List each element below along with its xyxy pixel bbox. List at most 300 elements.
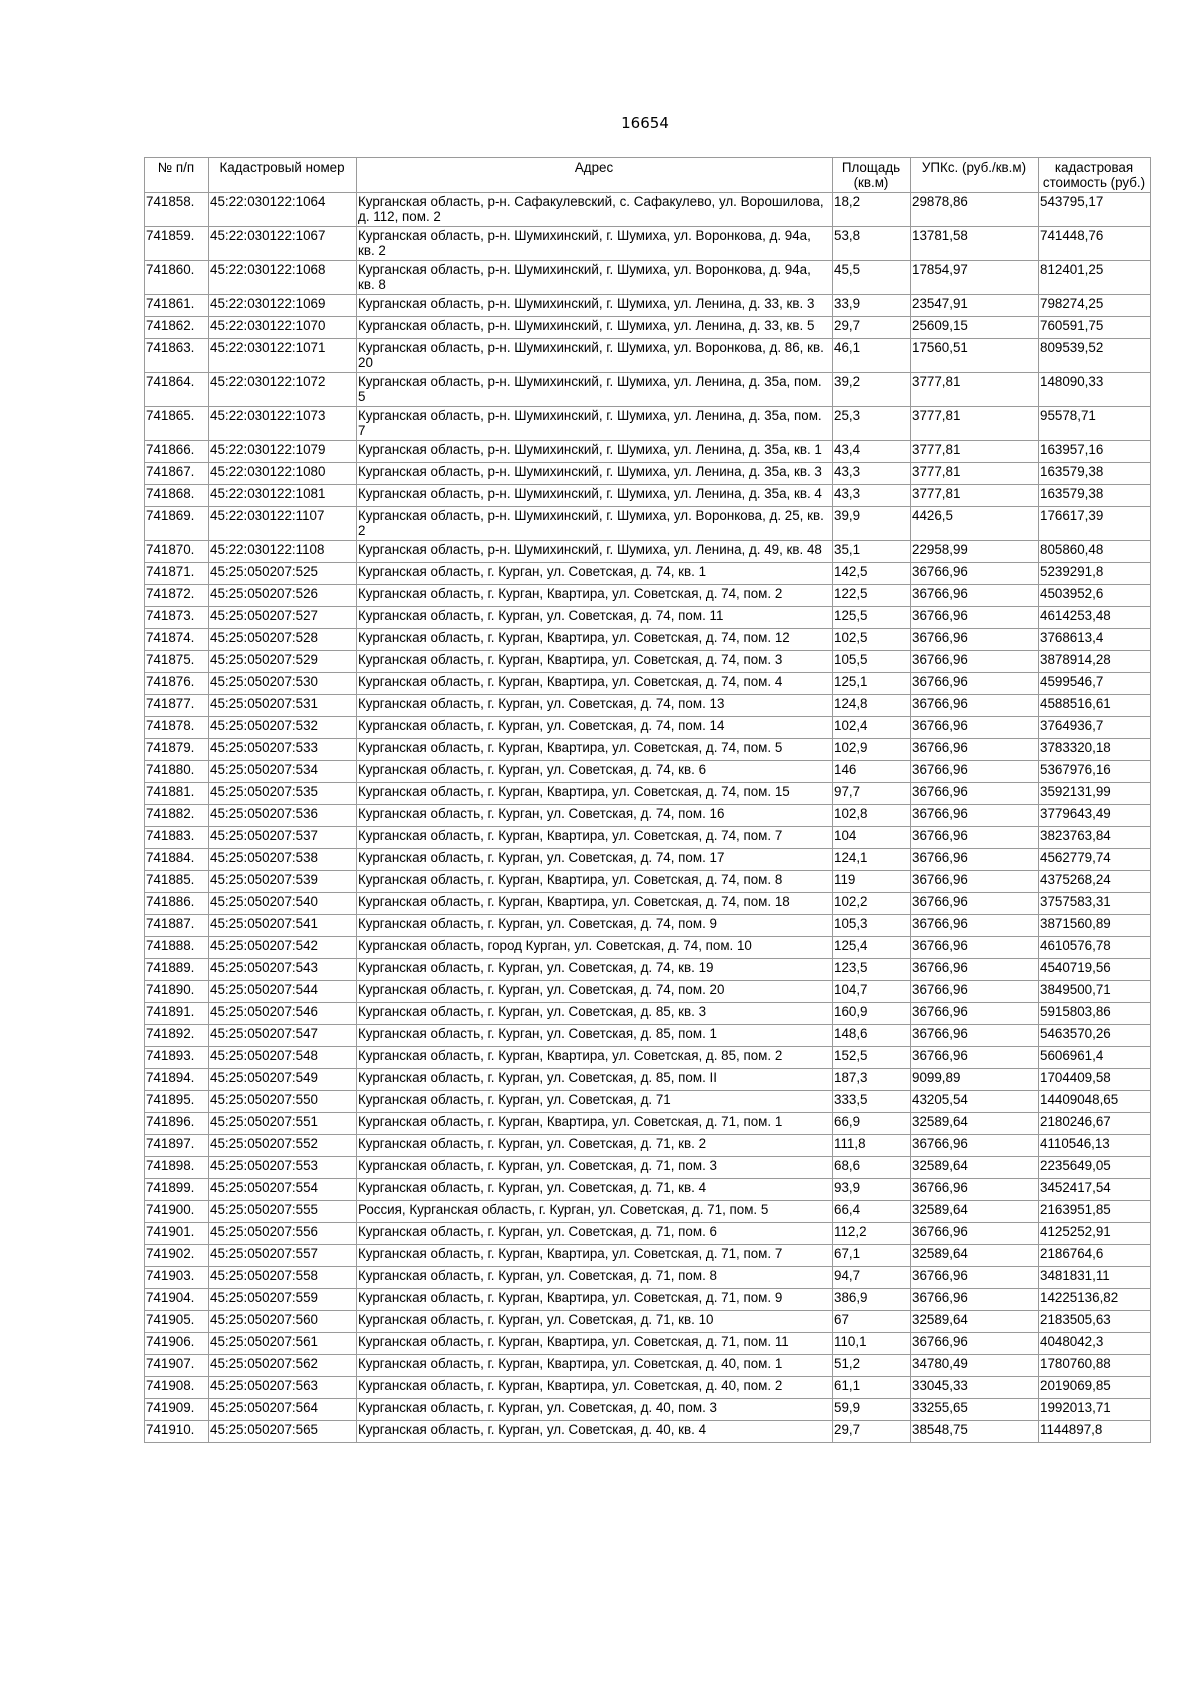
cell-num: 741891. [145,1003,209,1025]
cell-upks: 32589,64 [911,1245,1039,1267]
cell-address: Курганская область, г. Курган, ул. Советская, д. 85, пом. II [357,1069,833,1091]
cell-num: 741907. [145,1355,209,1377]
cell-area: 25,3 [833,407,911,441]
table-row [145,629,1151,651]
cell-num: 741890. [145,981,209,1003]
cell-address: Курганская область, г. Курган, Квартира, ул. Советская, д. 74, пом. 8 [357,871,833,893]
cell-upks: 25609,15 [911,317,1039,339]
cell-upks: 3777,81 [911,407,1039,441]
cell-area: 105,3 [833,915,911,937]
cell-num: 741860. [145,261,209,295]
cell-area: 112,2 [833,1223,911,1245]
cell-num: 741863. [145,339,209,373]
cell-upks: 36766,96 [911,1003,1039,1025]
cell-address: Курганская область, р-н. Шумихинский, г. Шумиха, ул. Ленина, д. 35а, пом. 5 [357,373,833,407]
cell-cadastral-number: 45:25:050207:540 [209,893,357,915]
cell-cadastral-cost: 3783320,18 [1039,739,1151,761]
table-row [145,1179,1151,1201]
table-row [145,261,1151,295]
cell-area: 43,3 [833,485,911,507]
cell-upks: 36766,96 [911,805,1039,827]
cell-num: 741858. [145,193,209,227]
cell-upks: 36766,96 [911,871,1039,893]
cell-cadastral-number: 45:25:050207:555 [209,1201,357,1223]
table-row [145,959,1151,981]
cell-address: Курганская область, г. Курган, ул. Советская, д. 71, пом. 8 [357,1267,833,1289]
cell-address: Курганская область, г. Курган, ул. Советская, д. 74, пом. 17 [357,849,833,871]
table-row [145,373,1151,407]
cell-address: Курганская область, г. Курган, ул. Советская, д. 40, кв. 4 [357,1421,833,1443]
cell-upks: 3777,81 [911,441,1039,463]
cell-cadastral-number: 45:22:030122:1081 [209,485,357,507]
cell-area: 29,7 [833,317,911,339]
cell-cadastral-number: 45:22:030122:1067 [209,227,357,261]
cell-cadastral-number: 45:25:050207:554 [209,1179,357,1201]
cell-num: 741892. [145,1025,209,1047]
cell-upks: 36766,96 [911,1223,1039,1245]
cell-cadastral-number: 45:22:030122:1070 [209,317,357,339]
cell-cadastral-cost: 5606961,4 [1039,1047,1151,1069]
cell-num: 741875. [145,651,209,673]
cell-address: Курганская область, р-н. Шумихинский, г. Шумиха, ул. Ленина, д. 49, кв. 48 [357,541,833,563]
cell-cadastral-cost: 741448,76 [1039,227,1151,261]
cell-upks: 32589,64 [911,1113,1039,1135]
cell-address: Курганская область, г. Курган, ул. Советская, д. 74, пом. 9 [357,915,833,937]
cell-address: Курганская область, г. Курган, ул. Советская, д. 74, кв. 6 [357,761,833,783]
table-row [145,441,1151,463]
cell-cadastral-number: 45:22:030122:1107 [209,507,357,541]
table-body [145,193,1151,1443]
cell-cadastral-number: 45:25:050207:532 [209,717,357,739]
cell-area: 102,5 [833,629,911,651]
cell-area: 61,1 [833,1377,911,1399]
cell-area: 66,4 [833,1201,911,1223]
cell-num: 741895. [145,1091,209,1113]
table-row [145,507,1151,541]
cell-area: 111,8 [833,1135,911,1157]
cell-area: 67,1 [833,1245,911,1267]
cell-area: 66,9 [833,1113,911,1135]
cell-area: 45,5 [833,261,911,295]
cell-upks: 36766,96 [911,717,1039,739]
cell-cadastral-cost: 805860,48 [1039,541,1151,563]
cell-num: 741862. [145,317,209,339]
cell-cadastral-number: 45:25:050207:538 [209,849,357,871]
cell-area: 146 [833,761,911,783]
cell-cadastral-number: 45:25:050207:527 [209,607,357,629]
table-row [145,1355,1151,1377]
table-row [145,295,1151,317]
cell-upks: 36766,96 [911,673,1039,695]
cell-area: 122,5 [833,585,911,607]
cell-num: 741900. [145,1201,209,1223]
cell-upks: 36766,96 [911,585,1039,607]
cell-address: Курганская область, г. Курган, ул. Советская, д. 74, пом. 14 [357,717,833,739]
table-row [145,915,1151,937]
table-row [145,339,1151,373]
cell-address: Курганская область, г. Курган, Квартира, ул. Советская, д. 85, пом. 2 [357,1047,833,1069]
table-row [145,1025,1151,1047]
header-cadastral-number: Кадастровый номер [209,158,357,193]
cell-num: 741905. [145,1311,209,1333]
cell-cadastral-cost: 14409048,65 [1039,1091,1151,1113]
cell-area: 124,8 [833,695,911,717]
cell-address: Курганская область, р-н. Шумихинский, г. Шумиха, ул. Ленина, д. 33, кв. 3 [357,295,833,317]
cell-area: 104,7 [833,981,911,1003]
cell-address: Курганская область, г. Курган, Квартира, ул. Советская, д. 71, пом. 11 [357,1333,833,1355]
header-address: Адрес [357,158,833,193]
table-row [145,1135,1151,1157]
cell-cadastral-number: 45:25:050207:534 [209,761,357,783]
cell-num: 741897. [145,1135,209,1157]
cell-cadastral-number: 45:22:030122:1079 [209,441,357,463]
table-row [145,317,1151,339]
cell-area: 152,5 [833,1047,911,1069]
cell-cadastral-cost: 3849500,71 [1039,981,1151,1003]
cell-num: 741884. [145,849,209,871]
table-row [145,1267,1151,1289]
table-row [145,485,1151,507]
cell-address: Курганская область, р-н. Шумихинский, г. Шумиха, ул. Воронкова, д. 25, кв. 2 [357,507,833,541]
table-row [145,1069,1151,1091]
cell-cadastral-cost: 1780760,88 [1039,1355,1151,1377]
cell-address: Курганская область, г. Курган, Квартира, ул. Советская, д. 74, пом. 4 [357,673,833,695]
cell-cadastral-number: 45:22:030122:1072 [209,373,357,407]
cell-upks: 36766,96 [911,915,1039,937]
cell-cadastral-cost: 4610576,78 [1039,937,1151,959]
cell-address: Курганская область, г. Курган, Квартира, ул. Советская, д. 71, пом. 7 [357,1245,833,1267]
cell-cadastral-number: 45:22:030122:1069 [209,295,357,317]
cell-cadastral-cost: 176617,39 [1039,507,1151,541]
page-number: 16654 [621,114,669,132]
cell-address: Курганская область, г. Курган, ул. Советская, д. 71, кв. 4 [357,1179,833,1201]
cell-area: 125,1 [833,673,911,695]
cell-cadastral-number: 45:25:050207:564 [209,1399,357,1421]
cell-cadastral-number: 45:25:050207:533 [209,739,357,761]
table-row [145,193,1151,227]
cell-cadastral-cost: 543795,17 [1039,193,1151,227]
cell-upks: 36766,96 [911,1047,1039,1069]
cell-address: Курганская область, г. Курган, Квартира, ул. Советская, д. 40, пом. 2 [357,1377,833,1399]
cell-num: 741908. [145,1377,209,1399]
cell-num: 741870. [145,541,209,563]
cell-num: 741872. [145,585,209,607]
cell-upks: 29878,86 [911,193,1039,227]
table-row [145,563,1151,585]
table-row [145,673,1151,695]
cell-cadastral-cost: 5463570,26 [1039,1025,1151,1047]
cell-address: Курганская область, р-н. Шумихинский, г. Шумиха, ул. Ленина, д. 33, кв. 5 [357,317,833,339]
table-row [145,1223,1151,1245]
cell-cadastral-number: 45:25:050207:556 [209,1223,357,1245]
table-row [145,463,1151,485]
cell-num: 741866. [145,441,209,463]
cell-address: Курганская область, г. Курган, Квартира, ул. Советская, д. 74, пом. 2 [357,585,833,607]
cell-num: 741873. [145,607,209,629]
cell-cadastral-number: 45:25:050207:557 [209,1245,357,1267]
cell-upks: 36766,96 [911,1289,1039,1311]
cell-cadastral-number: 45:25:050207:553 [209,1157,357,1179]
cell-upks: 36766,96 [911,739,1039,761]
cell-address: Курганская область, р-н. Шумихинский, г. Шумиха, ул. Воронкова, д. 94а, кв. 8 [357,261,833,295]
cell-cadastral-number: 45:22:030122:1071 [209,339,357,373]
table-row [145,1003,1151,1025]
table-row [145,783,1151,805]
cell-area: 124,1 [833,849,911,871]
cell-cadastral-cost: 2180246,67 [1039,1113,1151,1135]
cell-cadastral-cost: 3779643,49 [1039,805,1151,827]
cell-upks: 3777,81 [911,373,1039,407]
cell-address: Курганская область, г. Курган, Квартира, ул. Советская, д. 74, пом. 3 [357,651,833,673]
table-row [145,937,1151,959]
cell-address: Курганская область, г. Курган, ул. Советская, д. 71, пом. 3 [357,1157,833,1179]
cell-area: 105,5 [833,651,911,673]
cell-upks: 9099,89 [911,1069,1039,1091]
table-row [145,1333,1151,1355]
cell-num: 741883. [145,827,209,849]
cell-num: 741896. [145,1113,209,1135]
cell-area: 51,2 [833,1355,911,1377]
cell-upks: 36766,96 [911,607,1039,629]
cell-num: 741889. [145,959,209,981]
cell-address: Курганская область, г. Курган, ул. Советская, д. 40, пом. 3 [357,1399,833,1421]
cell-cadastral-number: 45:25:050207:561 [209,1333,357,1355]
cell-upks: 36766,96 [911,1267,1039,1289]
cell-area: 160,9 [833,1003,911,1025]
cell-cadastral-cost: 1704409,58 [1039,1069,1151,1091]
table-row [145,761,1151,783]
cell-num: 741864. [145,373,209,407]
cell-upks: 34780,49 [911,1355,1039,1377]
table-row [145,227,1151,261]
cell-cadastral-number: 45:25:050207:530 [209,673,357,695]
cell-num: 741871. [145,563,209,585]
cell-upks: 36766,96 [911,827,1039,849]
cell-cadastral-number: 45:25:050207:563 [209,1377,357,1399]
cell-cadastral-cost: 4562779,74 [1039,849,1151,871]
cell-address: Курганская область, р-н. Шумихинский, г. Шумиха, ул. Воронкова, д. 94а, кв. 2 [357,227,833,261]
cell-cadastral-cost: 95578,71 [1039,407,1151,441]
cell-address: Курганская область, г. Курган, Квартира, ул. Советская, д. 71, пом. 1 [357,1113,833,1135]
cell-upks: 17854,97 [911,261,1039,295]
cell-cadastral-number: 45:22:030122:1108 [209,541,357,563]
cell-cadastral-cost: 163579,38 [1039,463,1151,485]
cell-cadastral-number: 45:22:030122:1080 [209,463,357,485]
cell-cadastral-cost: 4503952,6 [1039,585,1151,607]
cell-address: Курганская область, р-н. Шумихинский, г. Шумиха, ул. Ленина, д. 35а, кв. 4 [357,485,833,507]
cell-num: 741893. [145,1047,209,1069]
cell-area: 333,5 [833,1091,911,1113]
cell-cadastral-cost: 3452417,54 [1039,1179,1151,1201]
cell-area: 46,1 [833,339,911,373]
cell-address: Курганская область, г. Курган, Квартира, ул. Советская, д. 74, пом. 18 [357,893,833,915]
cell-cadastral-number: 45:25:050207:550 [209,1091,357,1113]
cell-cadastral-cost: 3481831,11 [1039,1267,1151,1289]
cell-upks: 38548,75 [911,1421,1039,1443]
cell-area: 123,5 [833,959,911,981]
table-row [145,541,1151,563]
cell-cadastral-cost: 4125252,91 [1039,1223,1151,1245]
cell-num: 741876. [145,673,209,695]
cell-address: Курганская область, р-н. Шумихинский, г. Шумиха, ул. Ленина, д. 35а, кв. 3 [357,463,833,485]
table-row [145,1091,1151,1113]
table-row [145,1113,1151,1135]
cell-area: 33,9 [833,295,911,317]
cell-cadastral-cost: 760591,75 [1039,317,1151,339]
cell-area: 125,4 [833,937,911,959]
cell-upks: 36766,96 [911,695,1039,717]
cell-num: 741881. [145,783,209,805]
cell-num: 741902. [145,1245,209,1267]
cell-cadastral-cost: 4375268,24 [1039,871,1151,893]
cell-cadastral-number: 45:25:050207:531 [209,695,357,717]
cell-area: 102,8 [833,805,911,827]
cell-area: 67 [833,1311,911,1333]
cell-cadastral-cost: 3764936,7 [1039,717,1151,739]
table-row [145,407,1151,441]
cell-address: Курганская область, г. Курган, ул. Советская, д. 71 [357,1091,833,1113]
cell-cadastral-cost: 4110546,13 [1039,1135,1151,1157]
cell-area: 97,7 [833,783,911,805]
cell-cadastral-number: 45:25:050207:537 [209,827,357,849]
cell-cadastral-number: 45:25:050207:552 [209,1135,357,1157]
cell-num: 741861. [145,295,209,317]
table-row [145,1289,1151,1311]
table-row [145,893,1151,915]
cell-upks: 36766,96 [911,783,1039,805]
cell-area: 39,9 [833,507,911,541]
cell-address: Курганская область, р-н. Шумихинский, г. Шумиха, ул. Ленина, д. 35а, кв. 1 [357,441,833,463]
cell-upks: 33255,65 [911,1399,1039,1421]
cell-area: 35,1 [833,541,911,563]
cell-upks: 36766,96 [911,1135,1039,1157]
cell-cadastral-cost: 2019069,85 [1039,1377,1151,1399]
cell-address: Курганская область, г. Курган, ул. Советская, д. 74, кв. 1 [357,563,833,585]
cell-cadastral-number: 45:25:050207:526 [209,585,357,607]
table-row [145,1311,1151,1333]
cell-upks: 17560,51 [911,339,1039,373]
cell-upks: 4426,5 [911,507,1039,541]
cell-area: 94,7 [833,1267,911,1289]
cell-cadastral-cost: 809539,52 [1039,339,1151,373]
cell-cadastral-cost: 5367976,16 [1039,761,1151,783]
cell-cadastral-number: 45:25:050207:543 [209,959,357,981]
cell-area: 29,7 [833,1421,911,1443]
cell-area: 59,9 [833,1399,911,1421]
cell-cadastral-number: 45:25:050207:565 [209,1421,357,1443]
cadastral-table [144,157,1151,1443]
cell-address: Курганская область, г. Курган, ул. Советская, д. 85, пом. 1 [357,1025,833,1047]
header-upks: УПКс. (руб./кв.м) [911,158,1039,193]
cell-address: Курганская область, р-н. Шумихинский, г. Шумиха, ул. Воронкова, д. 86, кв. 20 [357,339,833,373]
cell-address: Курганская область, г. Курган, Квартира, ул. Советская, д. 71, пом. 9 [357,1289,833,1311]
cell-num: 741865. [145,407,209,441]
cell-upks: 36766,96 [911,563,1039,585]
cell-upks: 36766,96 [911,1025,1039,1047]
cell-upks: 22958,99 [911,541,1039,563]
cell-cadastral-number: 45:25:050207:529 [209,651,357,673]
table-row [145,1399,1151,1421]
cell-num: 741879. [145,739,209,761]
cell-cadastral-cost: 1992013,71 [1039,1399,1151,1421]
cell-area: 125,5 [833,607,911,629]
cell-num: 741894. [145,1069,209,1091]
table-row [145,805,1151,827]
cell-address: Курганская область, г. Курган, Квартира, ул. Советская, д. 40, пом. 1 [357,1355,833,1377]
table-row [145,871,1151,893]
cell-upks: 36766,96 [911,937,1039,959]
cell-cadastral-cost: 5239291,8 [1039,563,1151,585]
cell-cadastral-cost: 812401,25 [1039,261,1151,295]
cell-upks: 36766,96 [911,1333,1039,1355]
cell-cadastral-number: 45:25:050207:541 [209,915,357,937]
cell-cadastral-number: 45:25:050207:525 [209,563,357,585]
cell-cadastral-number: 45:25:050207:539 [209,871,357,893]
cell-cadastral-number: 45:25:050207:549 [209,1069,357,1091]
cell-upks: 23547,91 [911,295,1039,317]
cell-cadastral-number: 45:22:030122:1073 [209,407,357,441]
cell-cadastral-cost: 3878914,28 [1039,651,1151,673]
cell-num: 741909. [145,1399,209,1421]
cell-address: Курганская область, город Курган, ул. Советская, д. 74, пом. 10 [357,937,833,959]
cell-area: 386,9 [833,1289,911,1311]
cell-upks: 36766,96 [911,651,1039,673]
cell-area: 43,4 [833,441,911,463]
cell-address: Курганская область, г. Курган, ул. Советская, д. 85, кв. 3 [357,1003,833,1025]
cell-address: Курганская область, г. Курган, ул. Советская, д. 74, пом. 16 [357,805,833,827]
cell-cadastral-cost: 163579,38 [1039,485,1151,507]
cell-address: Курганская область, г. Курган, Квартира, ул. Советская, д. 74, пом. 15 [357,783,833,805]
cell-upks: 36766,96 [911,849,1039,871]
cell-cadastral-cost: 3768613,4 [1039,629,1151,651]
cell-num: 741874. [145,629,209,651]
cell-address: Курганская область, г. Курган, ул. Советская, д. 74, пом. 11 [357,607,833,629]
cell-num: 741906. [145,1333,209,1355]
table-row [145,849,1151,871]
cell-cadastral-number: 45:22:030122:1068 [209,261,357,295]
cell-cadastral-cost: 3592131,99 [1039,783,1151,805]
cell-cadastral-number: 45:25:050207:551 [209,1113,357,1135]
cell-address: Курганская область, г. Курган, ул. Советская, д. 71, кв. 2 [357,1135,833,1157]
cell-cadastral-cost: 798274,25 [1039,295,1151,317]
cell-cadastral-cost: 4540719,56 [1039,959,1151,981]
table-header-row [145,158,1151,193]
cell-upks: 36766,96 [911,893,1039,915]
cell-cadastral-cost: 1144897,8 [1039,1421,1151,1443]
cell-num: 741885. [145,871,209,893]
cell-upks: 33045,33 [911,1377,1039,1399]
cell-num: 741880. [145,761,209,783]
table-row [145,651,1151,673]
cell-area: 142,5 [833,563,911,585]
cell-num: 741869. [145,507,209,541]
cell-cadastral-number: 45:22:030122:1064 [209,193,357,227]
cell-area: 102,4 [833,717,911,739]
cell-area: 68,6 [833,1157,911,1179]
cell-cadastral-number: 45:25:050207:558 [209,1267,357,1289]
table-row [145,739,1151,761]
header-cadastral-cost: кадастровая стоимость (руб.) [1039,158,1151,193]
cell-area: 187,3 [833,1069,911,1091]
cell-upks: 32589,64 [911,1311,1039,1333]
cell-upks: 3777,81 [911,485,1039,507]
cell-num: 741904. [145,1289,209,1311]
cell-cadastral-number: 45:25:050207:562 [209,1355,357,1377]
cell-upks: 32589,64 [911,1157,1039,1179]
cell-address: Курганская область, г. Курган, Квартира, ул. Советская, д. 74, пом. 7 [357,827,833,849]
cell-cadastral-cost: 163957,16 [1039,441,1151,463]
cell-cadastral-cost: 3871560,89 [1039,915,1151,937]
